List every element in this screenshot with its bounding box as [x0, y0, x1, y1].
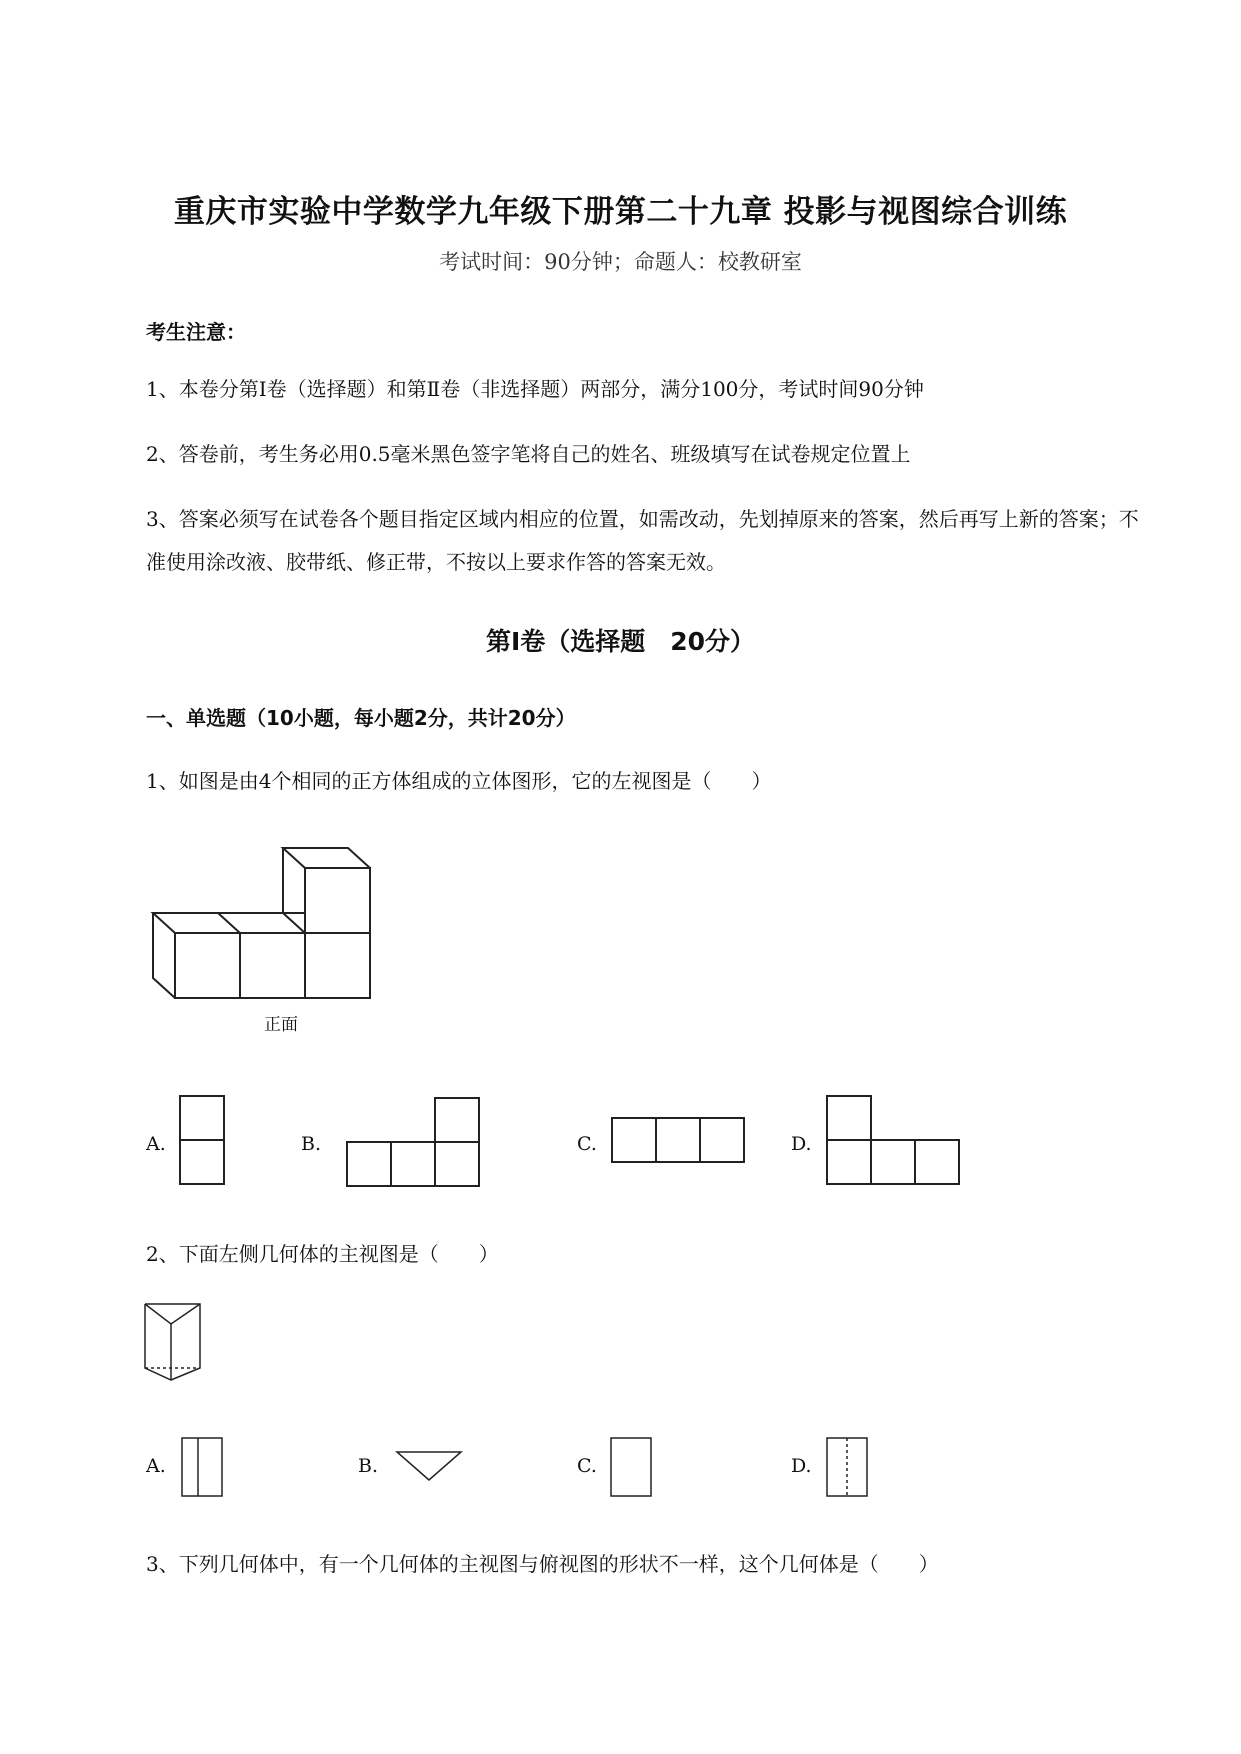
q1-option-d-figure[interactable] [825, 1094, 963, 1186]
notice-item-1: 1、本卷分第I卷（选择题）和第Ⅱ卷（非选择题）两部分，满分100分，考试时间90分钟 [146, 377, 924, 401]
question-2-prism-figure [143, 1302, 203, 1384]
q2-option-d-figure[interactable] [825, 1436, 869, 1498]
q1-option-c-figure[interactable] [610, 1116, 748, 1166]
subsection-title: 一、单选题（10小题，每小题2分，共计20分） [146, 706, 576, 730]
front-label: 正面 [264, 1015, 298, 1035]
q1-option-a-figure[interactable] [178, 1094, 226, 1186]
q2-option-d-label[interactable]: D. [791, 1455, 812, 1477]
q2-option-a-label[interactable]: A. [146, 1455, 166, 1477]
notice-item-2: 2、答卷前，考生务必用0.5毫米黑色签字笔将自己的姓名、班级填写在试卷规定位置上 [146, 442, 911, 466]
notice-label: 考生注意： [146, 320, 246, 344]
question-1-cube-figure [150, 845, 380, 1035]
q1-option-b-figure[interactable] [345, 1094, 483, 1188]
q1-option-a-label[interactable]: A. [146, 1133, 166, 1155]
question-2-text: 2、下面左侧几何体的主视图是（ ） [146, 1242, 499, 1266]
page-title: 重庆市实验中学数学九年级下册第二十九章 投影与视图综合训练 [173, 194, 1068, 230]
q2-option-a-figure[interactable] [180, 1436, 224, 1498]
exam-info: 考试时间：90分钟；命题人：校教研室 [439, 250, 802, 274]
question-1-text: 1、如图是由4个相同的正方体组成的立体图形，它的左视图是（ ） [146, 769, 772, 793]
q2-option-b-figure[interactable] [395, 1449, 463, 1483]
section-title: 第I卷（选择题 20分） [485, 627, 756, 656]
q2-option-c-figure[interactable] [609, 1436, 653, 1498]
q2-option-c-label[interactable]: C. [577, 1455, 597, 1477]
q1-option-c-label[interactable]: C. [577, 1133, 597, 1155]
q1-option-d-label[interactable]: D. [791, 1133, 812, 1155]
notice-item-3: 3、答案必须写在试卷各个题目指定区域内相应的位置，如需改动，先划掉原来的答案，然后再写上新的答案；不准使用涂改液、胶带纸、修正带，不按以上要求作答的答案无效。 [146, 507, 1139, 574]
q2-option-b-label[interactable]: B. [358, 1455, 379, 1477]
question-3-text: 3、下列几何体中，有一个几何体的主视图与俯视图的形状不一样，这个几何体是（ ） [146, 1552, 939, 1576]
q1-option-b-label[interactable]: B. [301, 1133, 322, 1155]
